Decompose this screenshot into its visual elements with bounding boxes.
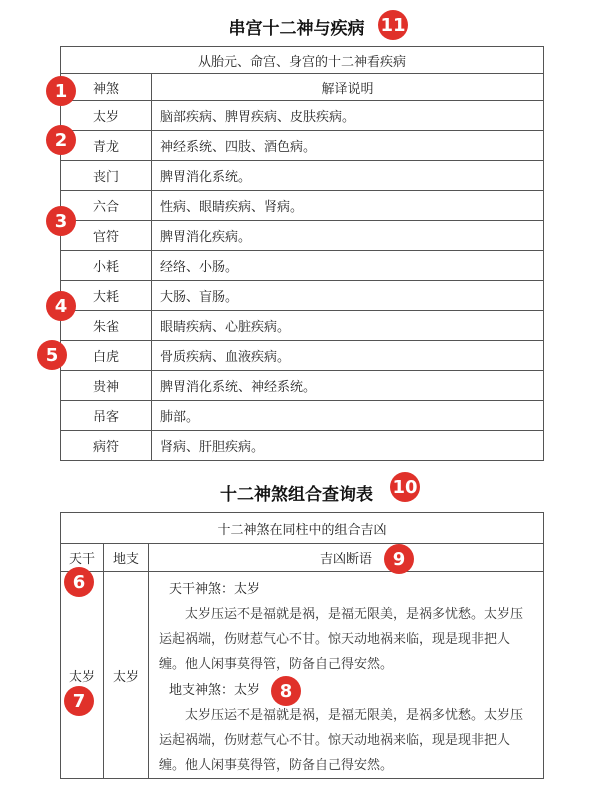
row-name: 官符 <box>61 221 152 251</box>
header-dizhi: 地支 <box>104 544 149 572</box>
row-name: 病符 <box>61 431 152 461</box>
table-row <box>61 401 544 431</box>
badge-8: 8 <box>271 676 301 706</box>
row-desc: 脑部疾病、脾胃疾病、皮肤疾病。 <box>152 101 544 131</box>
row-name: 丧门 <box>61 161 152 191</box>
disease-table <box>60 46 544 461</box>
header-jixiong: 吉凶断语 <box>149 544 544 572</box>
badge-3: 3 <box>46 206 76 236</box>
badge-1: 1 <box>46 76 76 106</box>
row-desc: 性病、眼睛疾病、肾病。 <box>152 191 544 221</box>
badge-11: 11 <box>378 10 408 40</box>
row-desc: 经络、小肠。 <box>152 251 544 281</box>
row-name: 贵神 <box>61 371 152 401</box>
badge-5: 5 <box>37 340 67 370</box>
row-name: 太岁 <box>61 101 152 131</box>
row-desc: 眼睛疾病、心脏疾病。 <box>152 311 544 341</box>
dizhi-text: 太岁压运不是福就是祸，是福无限美，是祸多忧愁。太岁压运起祸端，伤财惹气心不甘。惊天动地祸来临，现是现非把人缠。他人闲事莫得管，防备自己得安然。 <box>159 708 524 773</box>
table-row <box>61 341 544 371</box>
table-row <box>61 221 544 251</box>
disease-table-caption: 从胎元、命宫、身宫的十二神看疾病 <box>61 47 544 74</box>
row-desc: 脾胃消化疾病。 <box>152 221 544 251</box>
header-name: 神煞 <box>61 74 152 101</box>
jixiong-body <box>149 572 544 779</box>
table-row <box>61 161 544 191</box>
badge-6: 6 <box>64 567 94 597</box>
row-name: 小耗 <box>61 251 152 281</box>
header-tiangan: 天干 <box>61 544 104 572</box>
badge-2: 2 <box>46 125 76 155</box>
row-name: 青龙 <box>61 131 152 161</box>
row-desc: 肺部。 <box>152 401 544 431</box>
dizhi-heading: 地支神煞：太岁 <box>169 683 261 698</box>
table-row <box>61 101 544 131</box>
table-row <box>61 311 544 341</box>
combination-table <box>60 512 544 779</box>
row-name: 六合 <box>61 191 152 221</box>
cell-tiangan: 太岁 <box>61 572 104 779</box>
section1-title: 串宫十二神与疾病 <box>228 19 365 39</box>
badge-7: 7 <box>64 686 94 716</box>
row-name: 吊客 <box>61 401 152 431</box>
row-name: 白虎 <box>61 341 152 371</box>
table-row <box>61 251 544 281</box>
table-row <box>61 131 544 161</box>
tiangan-heading: 天干神煞：太岁 <box>169 582 261 597</box>
section2-title: 十二神煞组合查询表 <box>220 485 373 505</box>
row-name: 朱雀 <box>61 311 152 341</box>
row-desc: 肾病、肝胆疾病。 <box>152 431 544 461</box>
row-desc: 大肠、盲肠。 <box>152 281 544 311</box>
table-row <box>61 281 544 311</box>
row-desc: 骨质疾病、血液疾病。 <box>152 341 544 371</box>
cell-dizhi: 太岁 <box>104 572 149 779</box>
table-row <box>61 191 544 221</box>
badge-10: 10 <box>390 472 420 502</box>
table-row <box>61 371 544 401</box>
row-desc: 脾胃消化系统、神经系统。 <box>152 371 544 401</box>
badge-4: 4 <box>46 291 76 321</box>
row-desc: 神经系统、四肢、酒色病。 <box>152 131 544 161</box>
header-desc: 解译说明 <box>152 74 544 101</box>
row-desc: 脾胃消化系统。 <box>152 161 544 191</box>
table-row <box>61 431 544 461</box>
tiangan-text: 太岁压运不是福就是祸，是福无限美，是祸多忧愁。太岁压运起祸端，伤财惹气心不甘。惊天动地祸来临，现是现非把人缠。他人闲事莫得管，防备自己得安然。 <box>159 607 524 672</box>
badge-9: 9 <box>384 544 414 574</box>
row-name: 大耗 <box>61 281 152 311</box>
combination-table-caption: 十二神煞在同柱中的组合吉凶 <box>61 513 544 544</box>
